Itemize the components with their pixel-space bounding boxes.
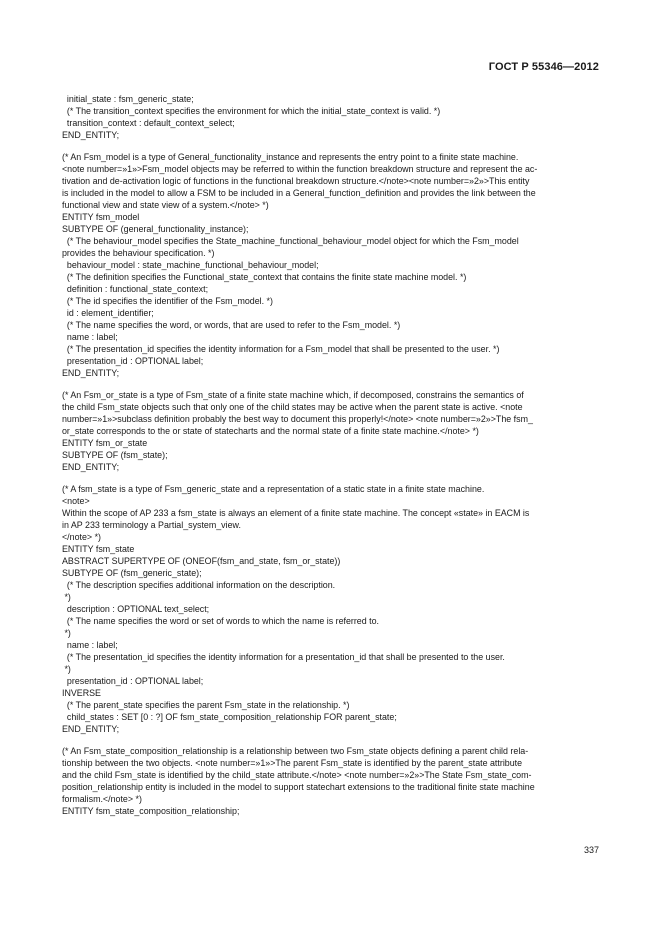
code-line: presentation_id : OPTIONAL label; — [62, 676, 204, 686]
code-line: definition : functional_state_context; — [62, 284, 209, 294]
code-line: END_ENTITY; — [62, 462, 120, 472]
code-line: (* The id specifies the identifier of the Fsm_model. *) — [62, 296, 273, 306]
code-line: id : element_identifier; — [62, 308, 154, 318]
code-line: (* An Fsm_model is a type of General_functionality_instance and represents the entry point to a finite state machine. — [62, 152, 519, 162]
code-line: in AP 233 terminology a Partial_system_view. — [62, 520, 241, 530]
code-line: child_states : SET [0 : ?] OF fsm_state_composition_relationship FOR parent_state; — [62, 712, 397, 722]
code-line: ENTITY fsm_state — [62, 544, 135, 554]
document-body — [62, 93, 602, 817]
block-spacer — [62, 473, 602, 483]
code-line: (* The presentation_id specifies the identity information for a Fsm_model that shall be presented to the user. *) — [62, 344, 500, 354]
code-line: Within the scope of AP 233 a fsm_state is always an element of a finite state machine. The concept «state» in EACM is — [62, 508, 530, 518]
code-line: number=»1»>subclass definition probably the best way to document this properly!</note> <note number=»2»>The fsm_ — [62, 414, 533, 424]
code-line: (* The presentation_id specifies the identity information for a presentation_id that shall be presented to the user. — [62, 652, 505, 662]
code-line: (* An Fsm_state_composition_relationship is a relationship between two Fsm_state objects defining a parent child rela- — [62, 746, 529, 756]
code-line: END_ENTITY; — [62, 130, 120, 140]
code-line: END_ENTITY; — [62, 368, 120, 378]
code-line: </note> *) — [62, 532, 101, 542]
code-line: or_state corresponds to the or state of statecharts and the normal state of a finite state machine.</note> *) — [62, 426, 479, 436]
code-line: (* The behaviour_model specifies the State_machine_functional_behaviour_model object for which the Fsm_model — [62, 236, 519, 246]
code-line: SUBTYPE OF (general_functionality_instance); — [62, 224, 249, 234]
code-line: is included in the model to allow a FSM to be included in a General_function_definition and provides the link between the — [62, 188, 536, 198]
block-spacer — [62, 379, 602, 389]
code-line: SUBTYPE OF (fsm_state); — [62, 450, 168, 460]
page-number: 337 — [583, 845, 599, 855]
code-line: initial_state : fsm_generic_state; — [62, 94, 194, 104]
code-line: functional view and state view of a system.</note> *) — [62, 200, 269, 210]
express-block — [62, 745, 602, 817]
code-line: <note number=»1»>Fsm_model objects may be referred to within the function breakdown structure and represent the ac- — [62, 164, 538, 174]
express-block — [62, 483, 602, 735]
code-line: tivation and de-activation logic of functions in the functional breakdown structure.</note><note number=»2»>This entity — [62, 176, 530, 186]
code-line: behaviour_model : state_machine_functional_behaviour_model; — [62, 260, 319, 270]
block-spacer — [62, 735, 602, 745]
code-line: the child Fsm_state objects such that only one of the child states may be active when the parent state is active. <note — [62, 402, 523, 412]
code-line: (* The name specifies the word or set of words to which the name is referred to. — [62, 616, 380, 626]
code-line: presentation_id : OPTIONAL label; — [62, 356, 204, 366]
standard-header: ГОСТ Р 55346—2012 — [488, 61, 599, 73]
code-line: name : label; — [62, 640, 118, 650]
code-line: tionship between the two objects. <note number=»1»>The parent Fsm_state is identified by the parent_state attribute — [62, 758, 523, 768]
code-line: transition_context : default_context_select; — [62, 118, 235, 128]
code-line: (* The transition_context specifies the environment for which the initial_state_context is valid. *) — [62, 106, 441, 116]
code-line: (* The definition specifies the Functional_state_context that contains the finite state machine model. *) — [62, 272, 467, 282]
code-line: and the child Fsm_state is identified by the child_state attribute.</note> <note number=»2»>The State Fsm_state_com- — [62, 770, 532, 780]
code-line: formalism.</note> *) — [62, 794, 142, 804]
code-line: *) — [62, 628, 71, 638]
code-line: ENTITY fsm_or_state — [62, 438, 148, 448]
code-line: ABSTRACT SUPERTYPE OF (ONEOF(fsm_and_state, fsm_or_state)) — [62, 556, 341, 566]
code-line: position_relationship entity is included in the model to support statechart extensions to the traditional finite state machine — [62, 782, 535, 792]
code-line: (* The description specifies additional information on the description. — [62, 580, 336, 590]
code-line: INVERSE — [62, 688, 101, 698]
code-line: <note> — [62, 496, 90, 506]
code-line: name : label; — [62, 332, 118, 342]
code-line: (* The parent_state specifies the parent Fsm_state in the relationship. *) — [62, 700, 350, 710]
code-line: SUBTYPE OF (fsm_generic_state); — [62, 568, 202, 578]
code-line: provides the behaviour specification. *) — [62, 248, 215, 258]
code-line: ENTITY fsm_model — [62, 212, 140, 222]
code-line: description : OPTIONAL text_select; — [62, 604, 210, 614]
express-block — [62, 389, 602, 473]
code-line: (* An Fsm_or_state is a type of Fsm_state of a finite state machine which, if decomposed, constrains the semantics of — [62, 390, 524, 400]
block-spacer — [62, 141, 602, 151]
code-line: ENTITY fsm_state_composition_relationship; — [62, 806, 240, 816]
code-line: (* The name specifies the word, or words, that are used to refer to the Fsm_model. *) — [62, 320, 401, 330]
express-block — [62, 93, 602, 141]
code-line: *) — [62, 592, 71, 602]
code-line: END_ENTITY; — [62, 724, 120, 734]
code-line: (* A fsm_state is a type of Fsm_generic_state and a representation of a static state in a finite state machine. — [62, 484, 485, 494]
code-line: *) — [62, 664, 71, 674]
express-block — [62, 151, 602, 379]
